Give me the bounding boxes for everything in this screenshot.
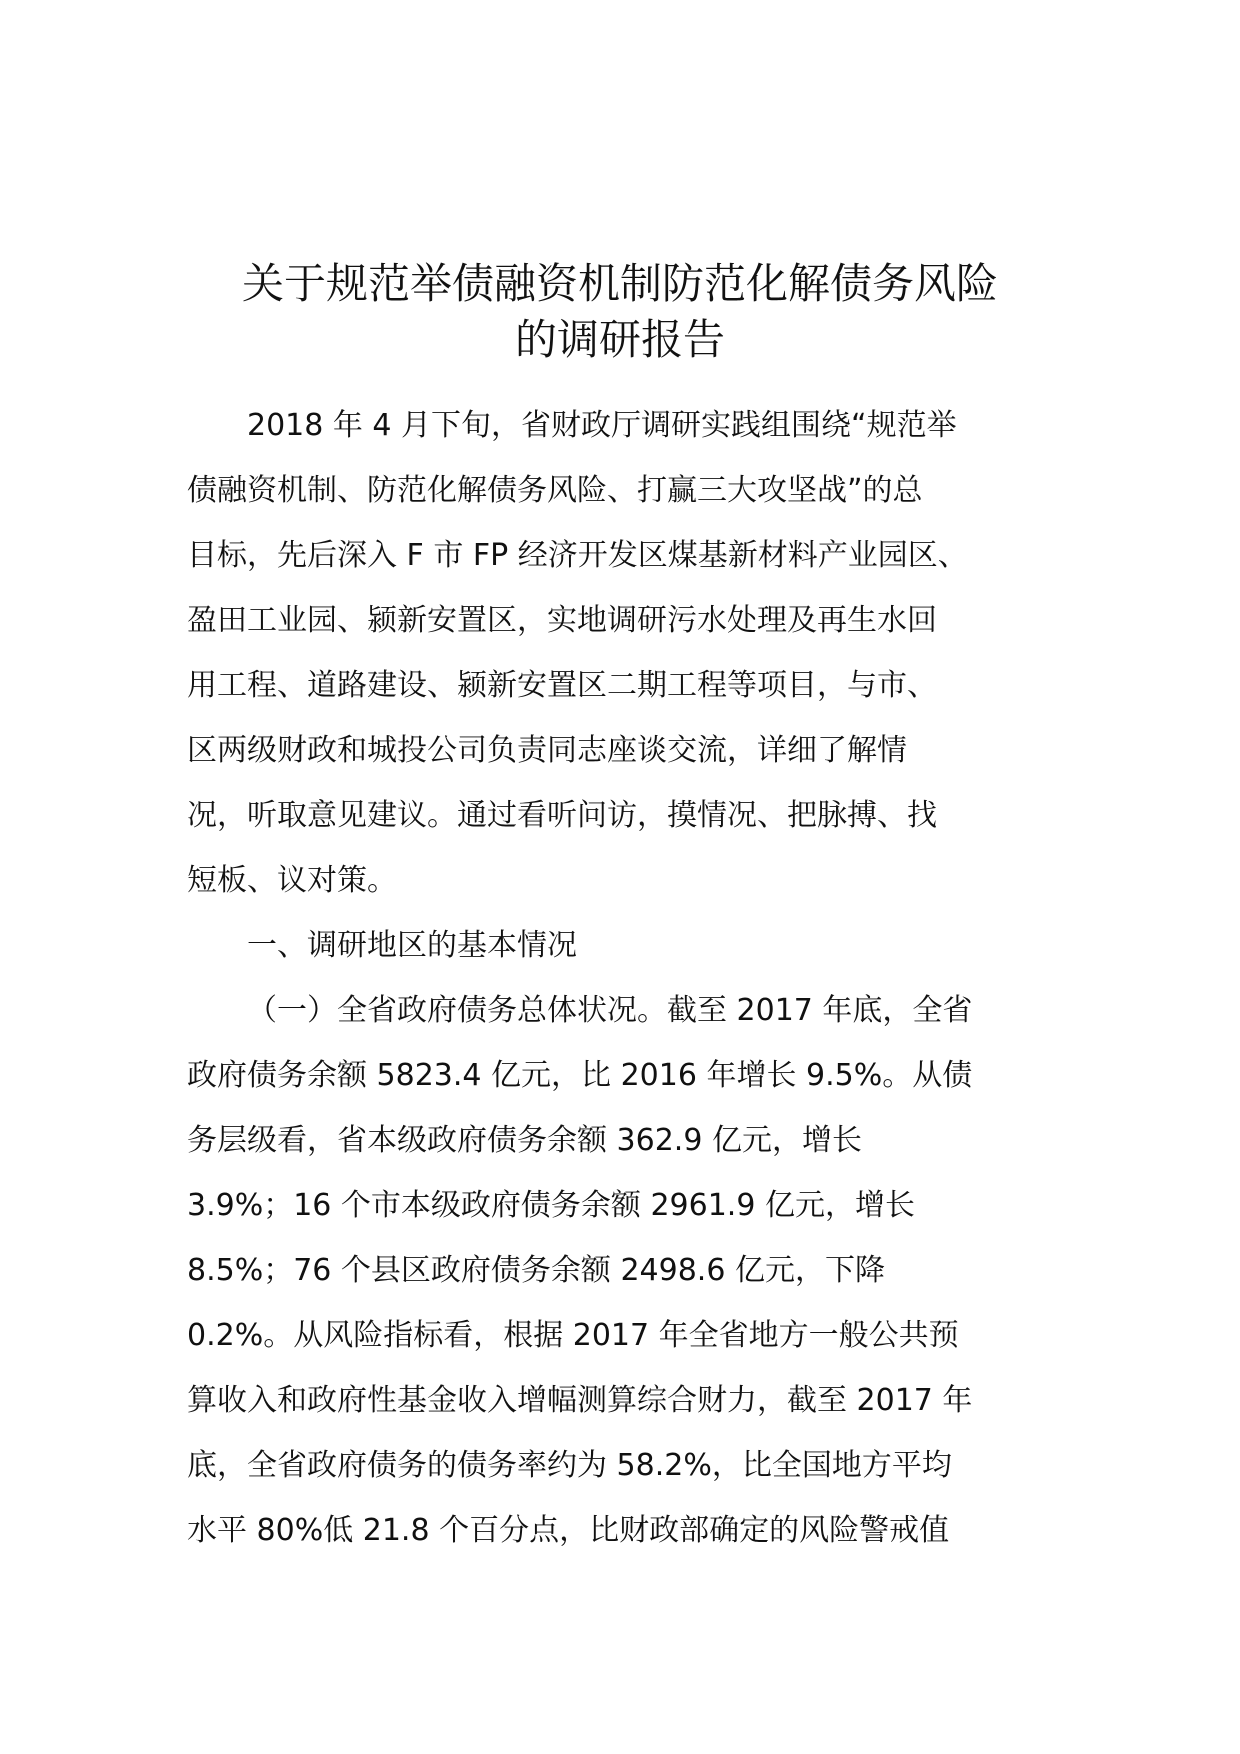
paragraph-line: 区两级财政和城投公司负责同志座谈交流，详细了解情 [187, 733, 907, 768]
paragraph-line: 用工程、道路建设、颍新安置区二期工程等项目，与市、 [187, 668, 937, 703]
paragraph-line: 盈田工业园、颍新安置区，实地调研污水处理及再生水回 [187, 603, 937, 638]
paragraph-line: 8.5%；76 个县区政府债务余额 2498.6 亿元，下降 [187, 1253, 885, 1288]
paragraph-line: （一）全省政府债务总体状况。截至 2017 年底，全省 [247, 993, 973, 1028]
document-title [150, 256, 1090, 368]
title-line: 的调研报告 [514, 315, 725, 365]
paragraph-line: 算收入和政府性基金收入增幅测算综合财力，截至 2017 年 [187, 1383, 973, 1418]
paragraph-line: 政府债务余额 5823.4 亿元，比 2016 年增长 9.5%。从债 [187, 1058, 973, 1093]
paragraph-line: 况，听取意见建议。通过看听问访，摸情况、把脉搏、找 [187, 798, 937, 833]
section-heading: 一、调研地区的基本情况 [247, 928, 577, 963]
paragraph-line: 2018 年 4 月下旬，省财政厅调研实践组围绕“规范举 [247, 408, 957, 443]
paragraph-line: 务层级看，省本级政府债务余额 362.9 亿元，增长 [187, 1123, 862, 1158]
paragraph-line: 短板、议对策。 [187, 863, 397, 898]
document-body [187, 393, 1067, 1563]
paragraph-line: 债融资机制、防范化解债务风险、打赢三大攻坚战”的总 [187, 473, 923, 508]
paragraph-line: 底，全省政府债务的债务率约为 58.2%，比全国地方平均 [187, 1448, 952, 1483]
paragraph-line: 目标，先后深入 F 市 FP 经济开发区煤基新材料产业园区、 [187, 538, 968, 573]
title-line: 关于规范举债融资机制防范化解债务风险 [241, 259, 998, 309]
paragraph-line: 3.9%；16 个市本级政府债务余额 2961.9 亿元，增长 [187, 1188, 915, 1223]
paragraph-line: 水平 80%低 21.8 个百分点，比财政部确定的风险警戒值 [187, 1513, 950, 1548]
paragraph-line: 0.2%。从风险指标看，根据 2017 年全省地方一般公共预 [187, 1318, 959, 1353]
